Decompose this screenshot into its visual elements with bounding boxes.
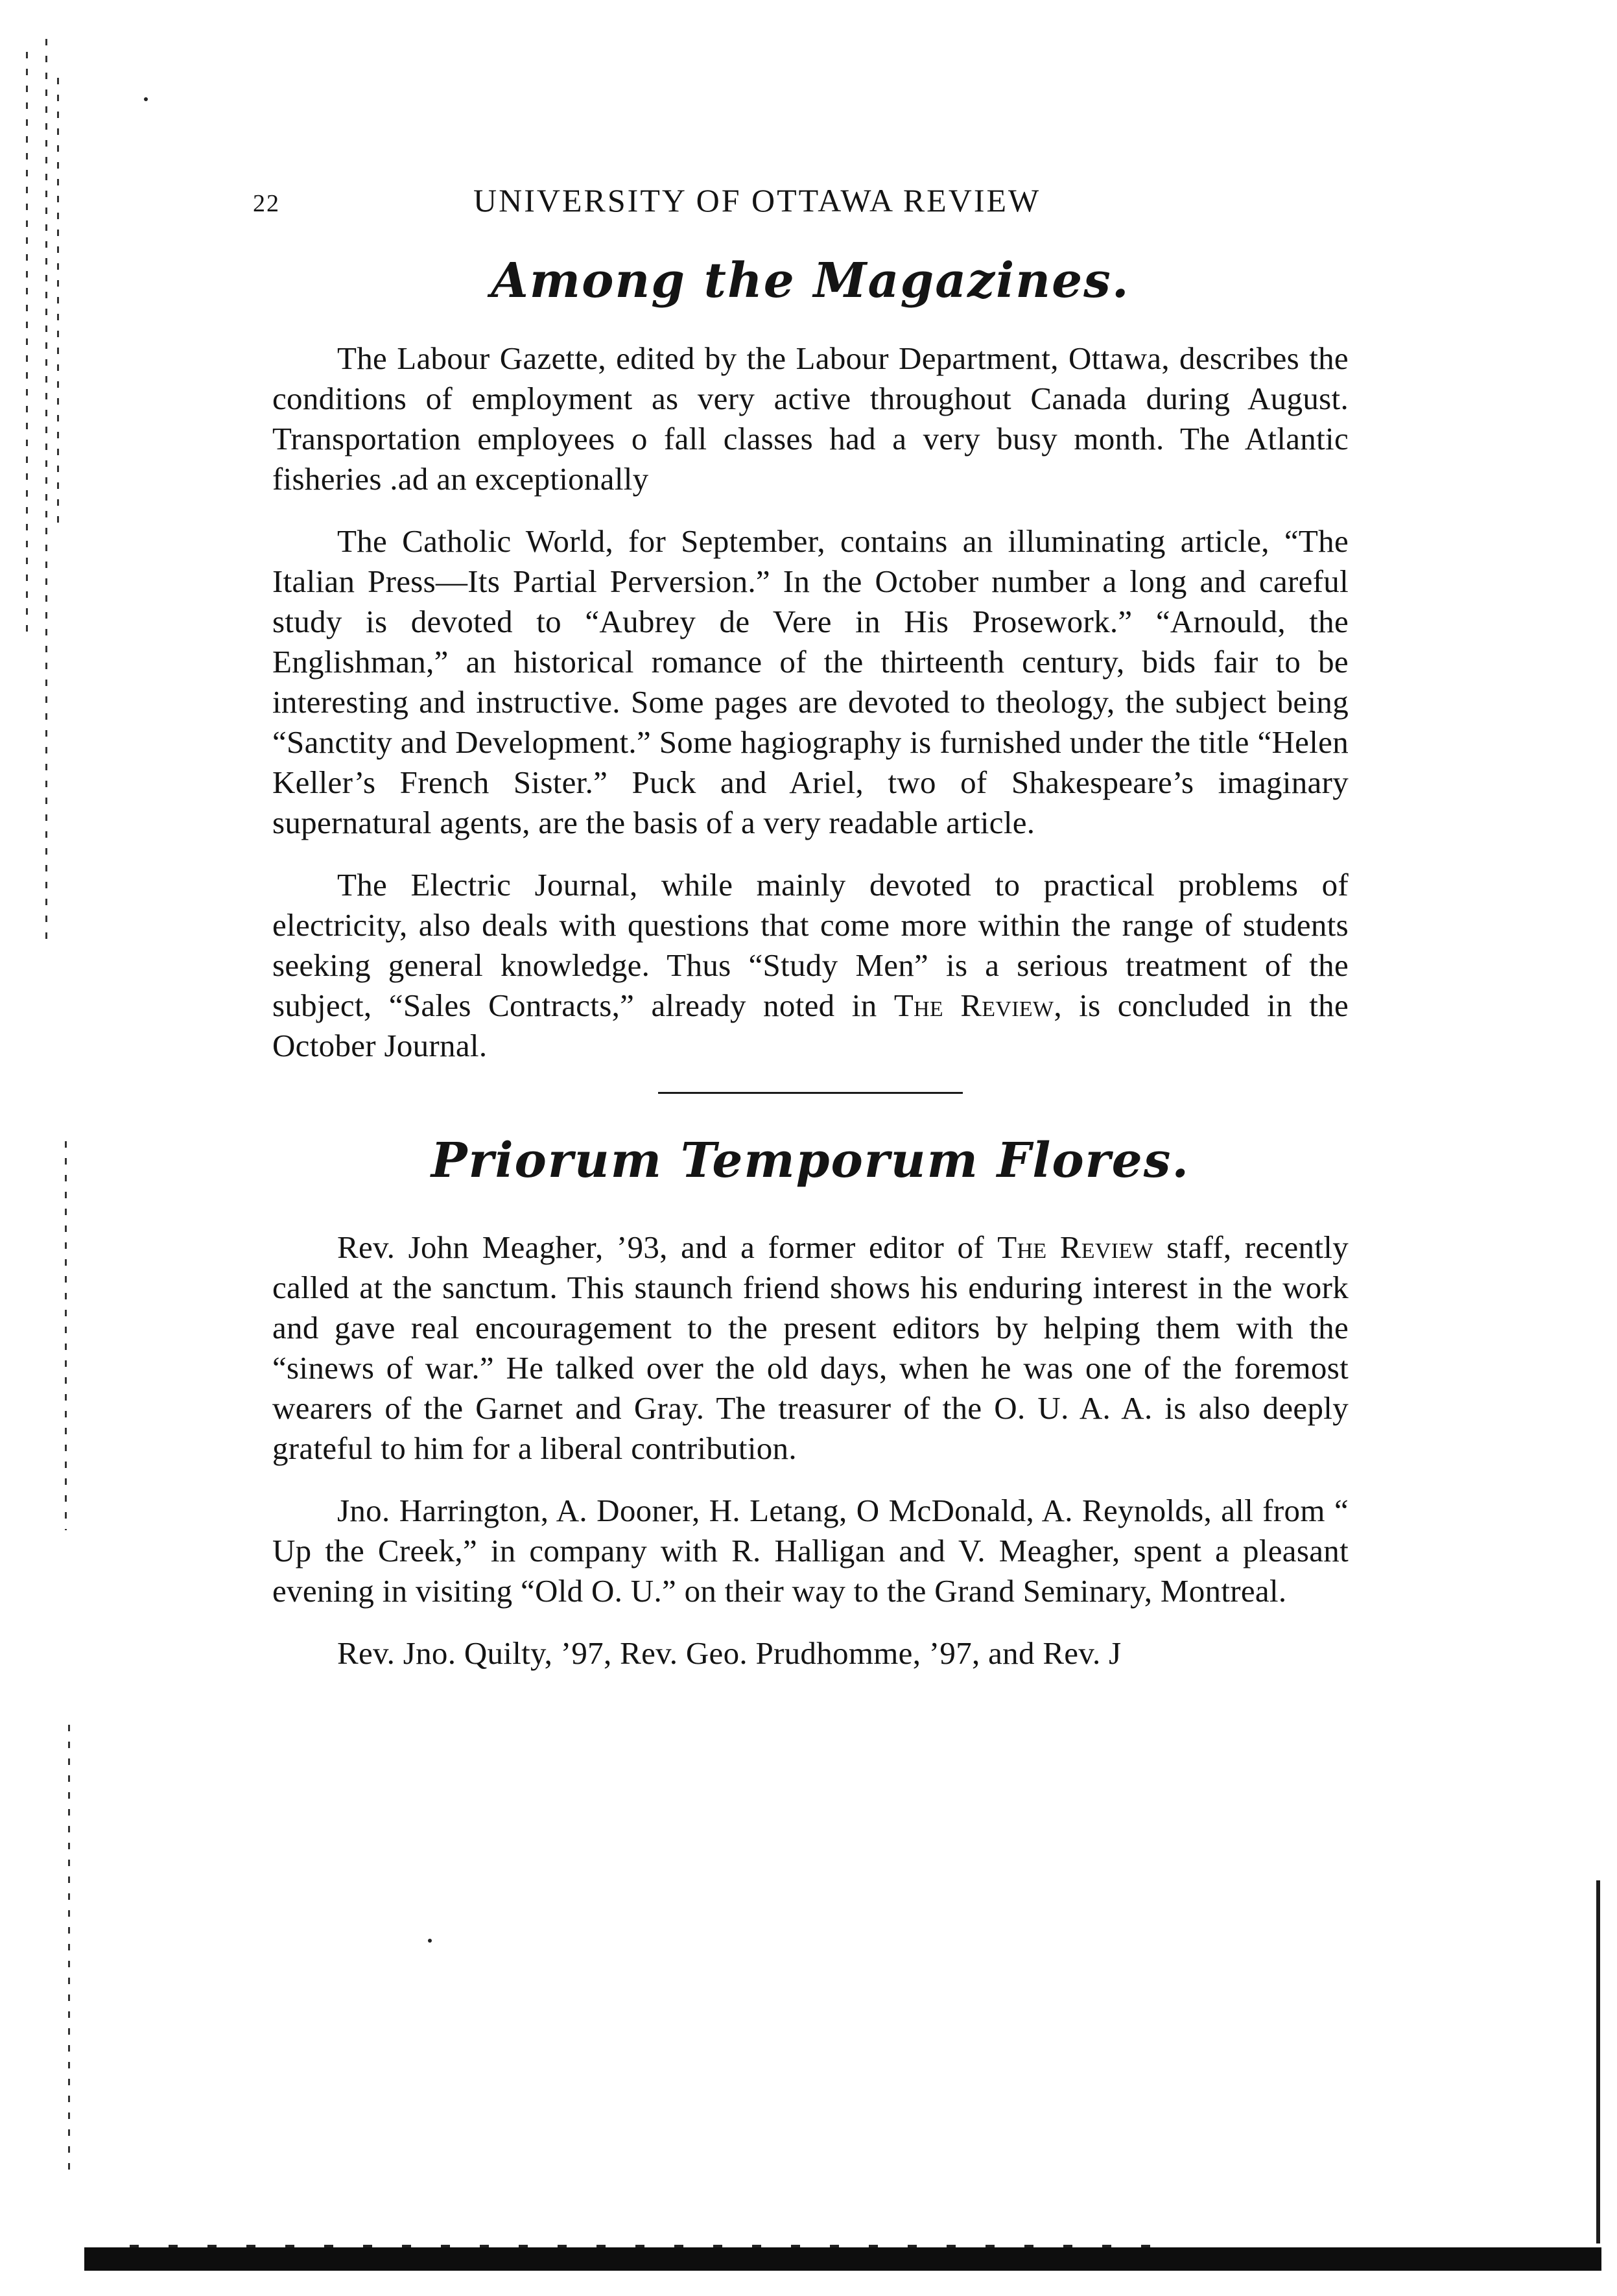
text-run: staff, recently called at the sanctum. This staunch friend shows his enduring interest in the work and gave real encouragement to the present editors by helping them with the “sinews of war.” He talked over the old days, when he was one of the foremost wearers of the Garnet and Gray. The treasurer of the O. U. A. A. is also deeply grateful to him for a liberal contribution.: [272, 1229, 1349, 1466]
paragraph-john-meagher: [272, 1227, 1349, 1469]
text-run: Rev. John Meagher, ’93, and a former editor of: [337, 1229, 998, 1265]
page-content: [253, 175, 1349, 1696]
running-head: [253, 175, 1349, 227]
paragraph-catholic-world: The Catholic World, for September, contains an illuminating article, “The Italian Press—Its Partial Perversion.” In the October number a long and careful study is devoted to “Aubrey de Vere in His Prosework.” “Arnould, the Englishman,” an historical romance of the thirteenth century, bids fair to be interesting and instructive. Some pages are devoted to theology, the subject being “Sanctity and Development.” Some hagiography is furnished under the title “Helen Keller’s French Sister.” Puck and Ariel, two of Shakespeare’s imaginary supernatural agents, are the basis of a very readable article.: [272, 523, 1349, 840]
scan-margin-artifacts: [19, 39, 84, 2243]
section-divider: [658, 1092, 963, 1094]
running-title: UNIVERSITY OF OTTAWA REVIEW: [473, 182, 1041, 219]
scan-dot: [428, 1939, 432, 1943]
publication-name: The Review: [893, 988, 1054, 1023]
paragraph-electric-journal: [272, 865, 1349, 1066]
paragraph-harrington: Jno. Harrington, A. Dooner, H. Letang, O McDonald, A. Reynolds, all from “ Up the Creek,” in company with R. Halligan and V. Meagher, spent a pleasant evening in visiting “Old O. U.” on their way to the Grand Seminary, Montreal.: [272, 1493, 1349, 1609]
page-number: 22: [253, 190, 280, 217]
scan-bottom-bar: [84, 2247, 1601, 2271]
text-run: The Electric Journal, while mainly devoted to practical problems of electricity, also deals with questions that come more within the range of students seeking general knowledge. Thus “Study Men” is a serious treatment of the subject, “Sales Contracts,” already noted in: [272, 867, 1349, 1023]
text-run: , is concluded in the October Journal.: [272, 988, 1349, 1063]
section-heading-flores: Priorum Temporum Flores.: [431, 1133, 1190, 1189]
section-heading-magazines: Among the Magazines.: [491, 253, 1130, 309]
paragraph-labour-gazette: The Labour Gazette, edited by the Labour Department, Ottawa, describes the conditions of employment as very active throughout Canada during August. Transportation employees o fall classes had a very busy month. The Atlantic fisheries .ad an exceptionally: [272, 340, 1349, 497]
scan-right-edge: [1596, 1880, 1600, 2243]
paragraph-quilty: Rev. Jno. Quilty, ’97, Rev. Geo. Prudhomme, ’97, and Rev. J: [337, 1635, 1122, 1671]
scan-dot: [144, 97, 148, 101]
publication-name: The Review: [997, 1229, 1153, 1265]
